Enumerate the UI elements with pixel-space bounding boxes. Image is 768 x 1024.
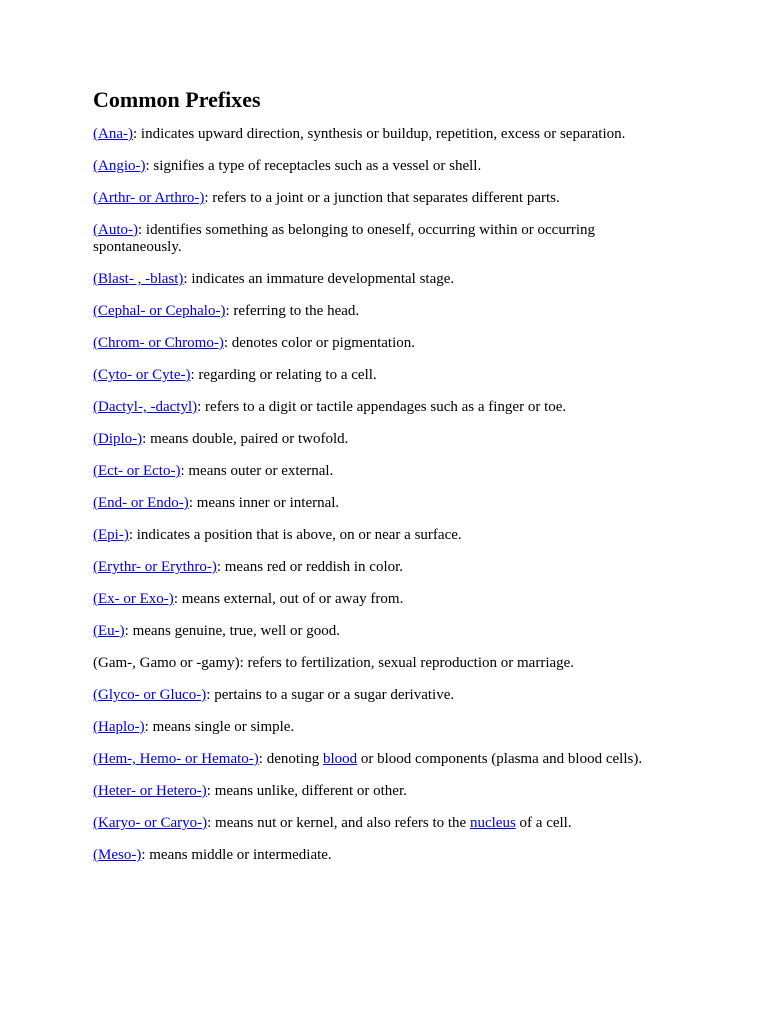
prefix-entry xyxy=(93,431,683,448)
prefix-entry xyxy=(93,495,683,512)
prefix-entry xyxy=(93,559,683,576)
prefix-entry xyxy=(93,335,683,352)
prefix-definition: : means double, paired or twofold. xyxy=(142,431,349,447)
prefix-entry xyxy=(93,303,683,320)
prefix-link[interactable]: (Ana-) xyxy=(93,126,133,142)
prefix-link[interactable]: (Haplo-) xyxy=(93,719,145,735)
prefix-entry xyxy=(93,399,683,416)
prefix-entry xyxy=(93,719,683,736)
prefix-entry xyxy=(93,751,683,768)
prefix-definition: or blood components (plasma and blood cells). xyxy=(357,751,643,767)
prefix-link[interactable]: (Diplo-) xyxy=(93,431,143,447)
prefix-entry xyxy=(93,527,683,544)
prefix-definition: : denotes color or pigmentation. xyxy=(223,335,416,351)
prefix-entry xyxy=(93,463,683,480)
prefix-link[interactable]: blood xyxy=(322,751,358,767)
prefix-list xyxy=(93,126,683,864)
prefix-entry xyxy=(93,847,683,864)
prefix-link[interactable]: (Glyco- or Gluco-) xyxy=(93,687,207,703)
prefix-link[interactable]: (Ect- or Ecto-) xyxy=(93,463,181,479)
prefix-entry xyxy=(93,815,683,832)
prefix-link[interactable]: (Cephal- or Cephalo-) xyxy=(93,303,226,319)
prefix-definition: : means outer or external. xyxy=(180,463,334,479)
prefix-definition: (Gam-, Gamo or -gamy): refers to fertilization, sexual reproduction or marriage. xyxy=(93,655,575,671)
prefix-entry xyxy=(93,158,683,175)
prefix-link[interactable]: (Blast- , -blast) xyxy=(93,271,184,287)
prefix-definition: : means single or simple. xyxy=(144,719,295,735)
prefix-link[interactable]: (Auto-) xyxy=(93,222,138,238)
prefix-entry xyxy=(93,783,683,800)
prefix-definition: : refers to a joint or a junction that separates different parts. xyxy=(204,190,560,206)
prefix-definition: : means external, out of or away from. xyxy=(173,591,404,607)
prefix-entry xyxy=(93,655,683,672)
prefix-link[interactable]: (Angio-) xyxy=(93,158,146,174)
prefix-entry xyxy=(93,222,683,256)
prefix-entry xyxy=(93,367,683,384)
prefix-definition: : indicates an immature developmental stage. xyxy=(183,271,455,287)
prefix-link[interactable]: (Arthr- or Arthro-) xyxy=(93,190,205,206)
prefix-link[interactable]: (Dactyl-, -dactyl) xyxy=(93,399,198,415)
prefix-definition: : means red or reddish in color. xyxy=(216,559,404,575)
prefix-link[interactable]: (Ex- or Exo-) xyxy=(93,591,174,607)
document-page xyxy=(93,86,683,879)
prefix-definition: : means genuine, true, well or good. xyxy=(124,623,341,639)
prefix-entry xyxy=(93,190,683,207)
prefix-definition: : means middle or intermediate. xyxy=(141,847,332,863)
prefix-definition: : refers to a digit or tactile appendages such as a finger or toe. xyxy=(197,399,567,415)
prefix-definition: : referring to the head. xyxy=(225,303,360,319)
prefix-definition: : means unlike, different or other. xyxy=(206,783,407,799)
prefix-link[interactable]: (Eu-) xyxy=(93,623,125,639)
prefix-link[interactable]: (Cyto- or Cyte-) xyxy=(93,367,191,383)
prefix-entry xyxy=(93,623,683,640)
prefix-definition: : identifies something as belonging to oneself, occurring within or occurring spontaneously. xyxy=(93,222,595,255)
prefix-entry xyxy=(93,687,683,704)
prefix-definition: : regarding or relating to a cell. xyxy=(190,367,377,383)
prefix-link[interactable]: (End- or Endo-) xyxy=(93,495,189,511)
prefix-definition: : pertains to a sugar or a sugar derivative. xyxy=(206,687,455,703)
prefix-definition: : denoting xyxy=(258,751,323,767)
prefix-link[interactable]: (Hem-, Hemo- or Hemato-) xyxy=(93,751,259,767)
prefix-definition: : signifies a type of receptacles such as a vessel or shell. xyxy=(145,158,482,174)
prefix-link[interactable]: (Heter- or Hetero-) xyxy=(93,783,207,799)
prefix-entry xyxy=(93,271,683,288)
prefix-link[interactable]: (Chrom- or Chromo-) xyxy=(93,335,224,351)
prefix-definition: : indicates a position that is above, on or near a surface. xyxy=(128,527,462,543)
prefix-link[interactable]: (Karyo- or Caryo-) xyxy=(93,815,208,831)
prefix-entry xyxy=(93,126,683,143)
prefix-definition: : means inner or internal. xyxy=(188,495,340,511)
prefix-link[interactable]: (Epi-) xyxy=(93,527,129,543)
prefix-definition: : means nut or kernel, and also refers to the xyxy=(207,815,470,831)
prefix-definition: of a cell. xyxy=(515,815,572,831)
prefix-definition: : indicates upward direction, synthesis or buildup, repetition, excess or separation. xyxy=(132,126,626,142)
page-title: Common Prefixes xyxy=(93,87,261,112)
prefix-entry xyxy=(93,591,683,608)
prefix-link[interactable]: nucleus xyxy=(469,815,516,831)
prefix-link[interactable]: (Erythr- or Erythro-) xyxy=(93,559,217,575)
prefix-link[interactable]: (Meso-) xyxy=(93,847,142,863)
